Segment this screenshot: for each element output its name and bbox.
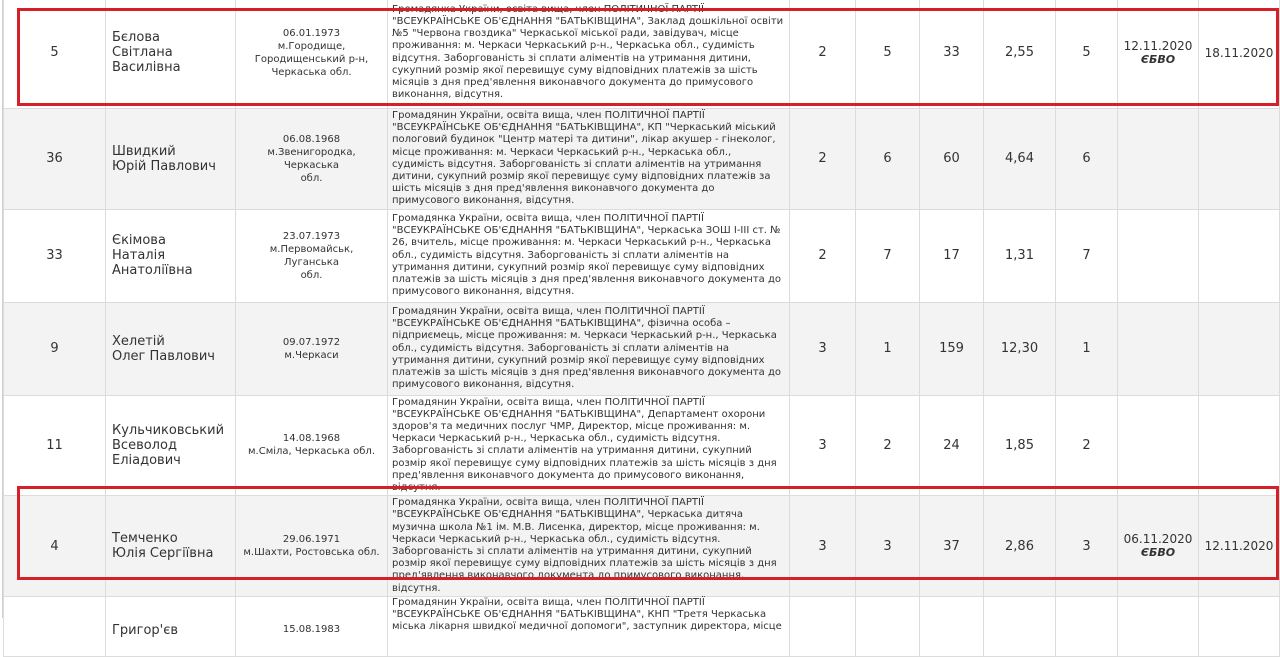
birth-info-line: 23.07.1973	[282, 230, 341, 242]
table-row	[4, 496, 1280, 597]
col-value-2	[856, 209, 920, 302]
birth-info-line: м.Городище,	[277, 40, 346, 52]
birth-info-line: м.Сміла, Черкаська обл.	[247, 446, 376, 458]
col-value-1-text: 3	[818, 341, 827, 357]
col-value-1-text: 3	[818, 538, 827, 554]
birth-info-line: 06.08.1968	[282, 133, 341, 145]
col-value-4-text: 12,30	[1000, 341, 1039, 357]
col-value-4-text: 1,85	[1005, 437, 1034, 453]
end-date-text: 18.11.2020	[1204, 45, 1274, 60]
end-date	[1199, 302, 1280, 395]
col-value-3-text: 60	[943, 151, 960, 167]
row-number	[4, 596, 106, 656]
end-date	[1199, 209, 1280, 302]
birth-info-line: 09.07.1972	[282, 336, 341, 348]
candidate-name	[106, 395, 236, 496]
col-value-5	[1056, 596, 1118, 656]
col-value-2-text: 5	[883, 45, 892, 60]
col-value-4-text: 4,64	[1005, 151, 1034, 167]
candidate-list-page	[2, 0, 1279, 638]
birth-info-line: Городищенський р-н,	[254, 53, 369, 65]
col-value-4-text: 2,86	[1005, 538, 1034, 554]
col-value-4	[984, 209, 1056, 302]
row-number	[4, 496, 106, 597]
col-value-5-text: 5	[1082, 45, 1091, 60]
col-value-4	[984, 596, 1056, 656]
birth-info	[236, 496, 388, 597]
candidate-name-line: Світлана	[112, 45, 173, 60]
candidates-table	[3, 0, 1280, 657]
candidate-name-line: Швидкий	[112, 143, 176, 159]
candidate-name	[106, 596, 236, 656]
candidate-name-line: Кульчиковський	[112, 422, 225, 438]
candidate-description-text: Громадянин України, освіта вища, член ПОЛІТИЧНОЇ ПАРТІЇ "ВСЕУКРАЇНСЬКЕ ОБ'ЄДНАННЯ "БАТЬКІВЩИНА", Департамент охорони здоров'я та медичних послуг ЧМР, Директор, місце проживання: м. Черкаси Черкаський р-н., Черкаська обл., судимість відсутня. Заборгованість зі сплати аліментів на утримання дитини, сукупний розмір якої перевищує суму відповідних платежів за шість місяців з дня пред'явлення виконавчого документа до примусового виконання, відсутня.	[392, 396, 777, 494]
organization-label: ЄБВО	[1140, 546, 1176, 560]
table-row	[4, 302, 1280, 395]
end-date-text: 12.11.2020	[1204, 539, 1274, 554]
col-value-4	[984, 302, 1056, 395]
col-value-5	[1056, 0, 1118, 109]
col-value-5	[1056, 109, 1118, 210]
col-value-2	[856, 0, 920, 109]
end-date	[1199, 395, 1280, 496]
candidate-description	[388, 0, 790, 109]
candidate-name-line: Наталія	[112, 248, 166, 264]
candidate-description	[388, 209, 790, 302]
col-value-5	[1056, 209, 1118, 302]
registration-date	[1118, 395, 1199, 496]
col-value-4-text: 1,31	[1005, 248, 1034, 264]
col-value-1	[790, 109, 856, 210]
candidate-name	[106, 209, 236, 302]
candidate-description-text: Громадянка України, освіта вища, член ПОЛІТИЧНОЇ ПАРТІЇ "ВСЕУКРАЇНСЬКЕ ОБ'ЄДНАННЯ "БАТЬКІВЩИНА", Черкаська дитяча музична школа №1 ім. М.В. Лисенка, директор, місце проживання: м. Черкаси Черкаський р-н., Черкаська обл., судимість відсутня. Заборгованість зі сплати аліментів на утримання дитини, сукупний розмір якої перевищує суму відповідних платежів за шість місяців з дня пред'явлення виконавчого документа до примусового виконання, відсутня.	[392, 497, 777, 594]
col-value-5	[1056, 496, 1118, 597]
col-value-2-text: 6	[883, 151, 892, 167]
col-value-2	[856, 302, 920, 395]
col-value-3-text: 37	[943, 538, 960, 554]
candidate-name-line: Бєлова	[112, 30, 160, 45]
col-value-2-text: 3	[883, 538, 892, 554]
col-value-1	[790, 0, 856, 109]
birth-info	[236, 596, 388, 656]
registration-date	[1118, 302, 1199, 395]
col-value-5-text: 1	[1082, 341, 1091, 357]
end-date	[1199, 496, 1280, 597]
registration-date-text: 12.11.2020	[1123, 38, 1193, 53]
row-number-text: 4	[50, 538, 59, 554]
birth-info	[236, 209, 388, 302]
col-value-3	[920, 302, 984, 395]
candidate-description-text: Громадянин України, освіта вища, член ПОЛІТИЧНОЇ ПАРТІЇ "ВСЕУКРАЇНСЬКЕ ОБ'ЄДНАННЯ "БАТЬКІВЩИНА", фізична особа – підприємець, місце проживання: м. Черкаси Черкаський р-н., Черкаська обл., судимість відсутня. Заборгованість зі сплати аліментів на утримання дитини, сукупний розмір якої перевищує суму відповідних платежів за шість місяців з дня пред'явлення виконавчого документа до примусового виконання, відсутня.	[392, 305, 781, 391]
col-value-4	[984, 395, 1056, 496]
col-value-3	[920, 395, 984, 496]
birth-info	[236, 302, 388, 395]
birth-info-line: м.Звенигородка, Черкаська	[267, 146, 356, 171]
table-body	[4, 0, 1280, 656]
col-value-3	[920, 496, 984, 597]
col-value-2-text: 1	[883, 341, 892, 357]
candidate-description-text: Громадянка України, освіта вища, член ПОЛІТИЧНОЇ ПАРТІЇ "ВСЕУКРАЇНСЬКЕ ОБ'ЄДНАННЯ "БАТЬКІВЩИНА", Черкаська ЗОШ І-ІІІ ст. № 26, вчитель, місце проживання: м. Черкаси Черкаський р-н., Черкаська обл., судимість відсутня. Заборгованість зі сплати аліментів на утримання дитини, сукупний розмір якої перевищує суму відповідних платежів за шість місяців з дня пред'явлення виконавчого документа до примусового виконання, відсутня.	[392, 212, 781, 298]
col-value-1	[790, 496, 856, 597]
birth-info-line: Черкаська обл.	[271, 66, 352, 78]
registration-date	[1118, 209, 1199, 302]
row-number-text: 11	[46, 437, 63, 453]
candidate-name-line: Єкімова	[112, 233, 166, 249]
col-value-3-text: 33	[943, 45, 960, 60]
col-value-3	[920, 596, 984, 656]
birth-info	[236, 0, 388, 109]
col-value-3	[920, 0, 984, 109]
end-date	[1199, 596, 1280, 656]
col-value-3-text: 159	[939, 341, 964, 357]
row-number-text: 33	[46, 248, 63, 264]
col-value-5	[1056, 302, 1118, 395]
candidate-description	[388, 395, 790, 496]
col-value-4	[984, 496, 1056, 597]
end-date	[1199, 109, 1280, 210]
end-date	[1199, 0, 1280, 109]
col-value-2	[856, 596, 920, 656]
candidate-name-line: Юлія Сергіївна	[112, 546, 214, 562]
candidate-name-line: Еліадович	[112, 452, 181, 468]
candidate-name	[106, 302, 236, 395]
birth-info-line: обл.	[300, 269, 323, 281]
table-row	[4, 395, 1280, 496]
candidate-name-line: Всеволод	[112, 437, 177, 453]
col-value-1-text: 2	[818, 248, 827, 264]
row-number	[4, 109, 106, 210]
birth-info	[236, 395, 388, 496]
candidate-name-line: Василівна	[112, 60, 181, 75]
col-value-1-text: 2	[818, 151, 827, 167]
table-row	[4, 596, 1280, 656]
col-value-5-text: 7	[1082, 248, 1091, 264]
candidate-name	[106, 496, 236, 597]
registration-date-text: 06.11.2020	[1123, 532, 1193, 547]
candidate-description-text: Громадянка України, освіта вища, член ПОЛІТИЧНОЇ ПАРТІЇ "ВСЕУКРАЇНСЬКЕ ОБ'ЄДНАННЯ "БАТЬКІВЩИНА", Заклад дошкільної освіти №5 "Червона гвоздика" Черкаської міської ради, завідувач, місце проживання: м. Черкаси Черкаський р-н., Черкаська обл., судимість відсутня. Заборгованість зі сплати аліментів на утримання дитини, сукупний розмір якої перевищує суму відповідних платежів за шість місяців з дня пред'явлення виконавчого документа до примусового виконання, відсутня.	[392, 3, 784, 101]
col-value-2-text: 7	[883, 248, 892, 264]
row-number	[4, 395, 106, 496]
candidate-description-text: Громадянин України, освіта вища, член ПОЛІТИЧНОЇ ПАРТІЇ "ВСЕУКРАЇНСЬКЕ ОБ'ЄДНАННЯ "БАТЬКІВЩИНА", КНП "Третя Черкаська міська лікарня швидкої медичної допомоги", заступник директора, місце	[392, 596, 782, 633]
col-value-1-text: 2	[818, 45, 827, 60]
candidate-description	[388, 109, 790, 210]
registration-date	[1118, 496, 1199, 597]
table-row	[4, 0, 1280, 109]
birth-info-line: 29.06.1971	[282, 534, 341, 546]
candidate-name-line: Григор'єв	[112, 622, 179, 638]
birth-info-line: 15.08.1983	[282, 623, 341, 635]
col-value-2	[856, 395, 920, 496]
birth-info-line: м.Шахти, Ростовська обл.	[243, 547, 380, 559]
candidate-name-line: Анатоліївна	[112, 263, 193, 279]
candidate-description	[388, 302, 790, 395]
candidate-name-line: Хелетій	[112, 333, 165, 349]
col-value-5-text: 6	[1082, 151, 1091, 167]
birth-info	[236, 109, 388, 210]
candidate-name	[106, 109, 236, 210]
candidate-name-line: Олег Павлович	[112, 348, 215, 364]
col-value-4	[984, 0, 1056, 109]
col-value-4	[984, 109, 1056, 210]
col-value-3-text: 24	[943, 437, 960, 453]
organization-label: ЄБВО	[1140, 52, 1176, 66]
col-value-3-text: 17	[943, 248, 960, 264]
row-number-text: 36	[46, 151, 63, 167]
row-number-text: 5	[50, 45, 59, 60]
candidate-name-line: Темченко	[112, 531, 178, 547]
col-value-2-text: 2	[883, 437, 892, 453]
registration-date	[1118, 596, 1199, 656]
candidate-name-line: Юрій Павлович	[112, 158, 216, 174]
candidate-description	[388, 596, 790, 656]
row-number-text: 9	[50, 341, 59, 357]
table-row	[4, 209, 1280, 302]
col-value-4-text: 2,55	[1005, 45, 1034, 60]
birth-info-line: 14.08.1968	[282, 433, 341, 445]
birth-info-line: м.Черкаси	[284, 349, 339, 361]
row-number	[4, 209, 106, 302]
col-value-2	[856, 496, 920, 597]
table-row	[4, 109, 1280, 210]
col-value-5	[1056, 395, 1118, 496]
col-value-5-text: 2	[1082, 437, 1091, 453]
candidate-name	[106, 0, 236, 109]
row-number	[4, 0, 106, 109]
col-value-1	[790, 596, 856, 656]
col-value-1	[790, 209, 856, 302]
col-value-2	[856, 109, 920, 210]
birth-info-line: обл.	[300, 172, 323, 184]
birth-info-line: 06.01.1973	[282, 27, 341, 39]
col-value-3	[920, 109, 984, 210]
candidate-description	[388, 496, 790, 597]
registration-date	[1118, 0, 1199, 109]
col-value-1	[790, 302, 856, 395]
registration-date	[1118, 109, 1199, 210]
birth-info-line: м.Первомайськ, Луганська	[269, 243, 354, 268]
row-number	[4, 302, 106, 395]
col-value-5-text: 3	[1082, 538, 1091, 554]
col-value-1	[790, 395, 856, 496]
col-value-1-text: 3	[818, 437, 827, 453]
candidate-description-text: Громадянин України, освіта вища, член ПОЛІТИЧНОЇ ПАРТІЇ "ВСЕУКРАЇНСЬКЕ ОБ'ЄДНАННЯ "БАТЬКІВЩИНА", КП "Черкаський міський пологовий будинок "Центр матері та дитини", лікар акушер - гінеколог, місце проживання: м. Черкаси Черкаський р-н., Черкаська обл., судимість відсутня. Заборгованість зі сплати аліментів на утримання дитини, сукупний розмір якої перевищує суму відповідних платежів за шість місяців з дня пред'явлення виконавчого документа до примусового виконання, відсутня.	[392, 110, 776, 207]
col-value-3	[920, 209, 984, 302]
